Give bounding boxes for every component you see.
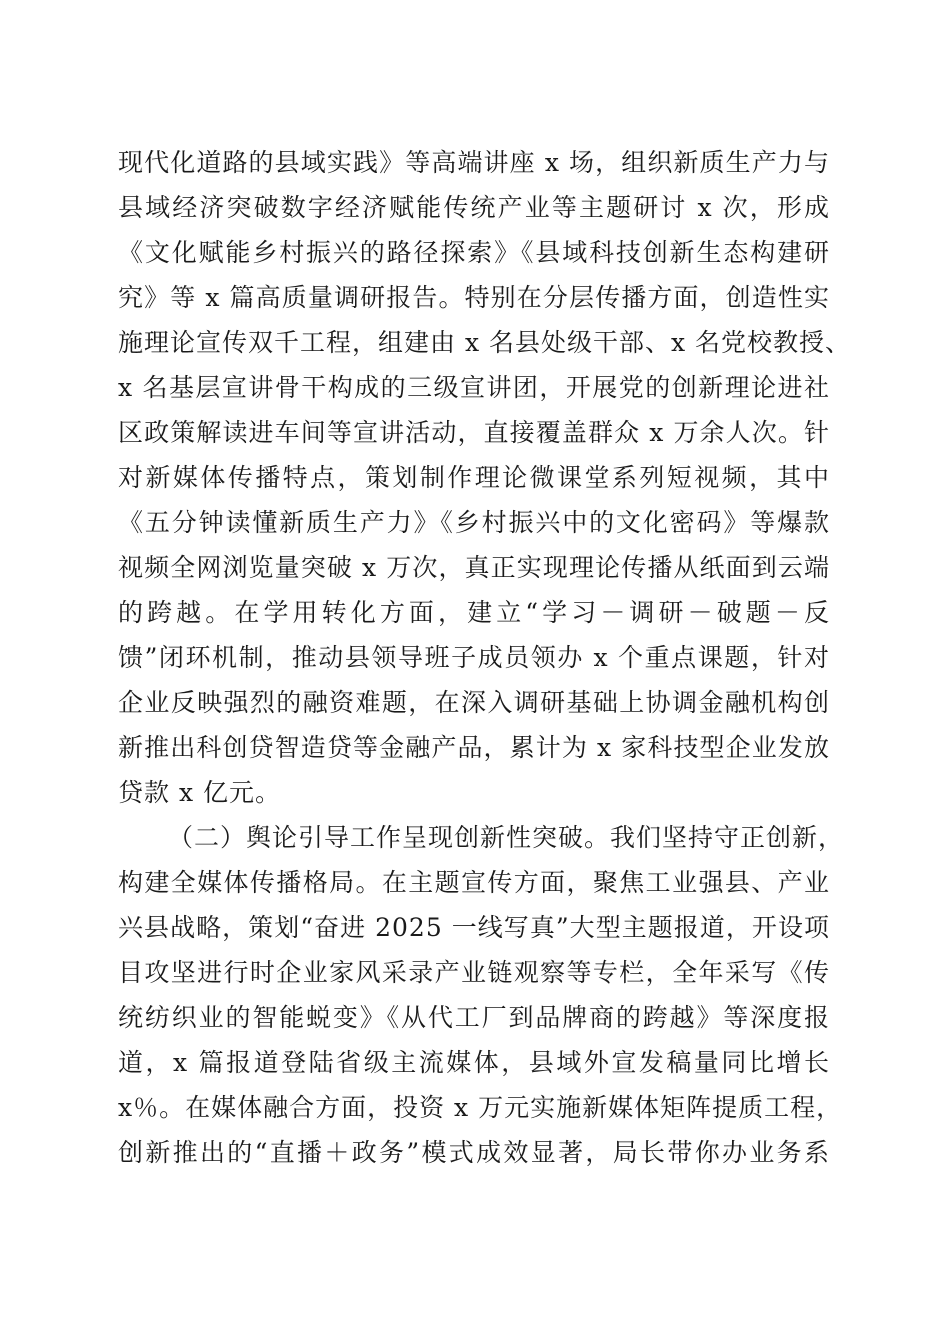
text-line: 对新媒体传播特点，策划制作理论微课堂系列短视频，其中 [118,463,830,492]
text-line: 企业反映强烈的融资难题，在深入调研基础上协调金融机构创 [118,688,830,717]
text-line: 馈”闭环机制，推动县领导班子成员领办 x 个重点课题，针对 [118,643,830,672]
text-line: 视频全网浏览量突破 x 万次，真正实现理论传播从纸面到云端 [118,553,830,582]
text-line: 《文化赋能乡村振兴的路径探索》《县域科技创新生态构建研 [118,238,830,267]
text-line: 现代化道路的县域实践》等高端讲座 x 场，组织新质生产力与 [118,148,830,177]
section-heading-line: （二）舆论引导工作呈现创新性突破。我们坚持守正创新， [168,823,845,852]
text-line: 究》等 x 篇高质量调研报告。特别在分层传播方面，创造性实 [118,283,830,312]
text-line: 目攻坚进行时企业家风采录产业链观察等专栏，全年采写《传 [118,958,830,987]
text-line: 的跨越。在学用转化方面，建立“学习－调研－破题－反 [118,598,830,627]
text-line: 统纺织业的智能蜕变》《从代工厂到品牌商的跨越》等深度报 [118,1003,830,1032]
text-line: 县域经济突破数字经济赋能传统产业等主题研讨 x 次，形成 [118,193,830,222]
text-line: 区政策解读进车间等宣讲活动，直接覆盖群众 x 万余人次。针 [118,418,830,447]
text-line: 新推出科创贷智造贷等金融产品，累计为 x 家科技型企业发放 [118,733,830,762]
text-line: 《五分钟读懂新质生产力》《乡村振兴中的文化密码》等爆款 [118,508,830,537]
text-line: 贷款 x 亿元。 [118,778,281,807]
text-line: 构建全媒体传播格局。在主题宣传方面，聚焦工业强县、产业 [118,868,830,897]
text-line: 兴县战略，策划“奋进 2025 一线写真”大型主题报道，开设项 [118,913,830,942]
text-line: 道，x 篇报道登陆省级主流媒体，县域外宣发稿量同比增长 [118,1048,830,1077]
text-line: x％。在媒体融合方面，投资 x 万元实施新媒体矩阵提质工程， [118,1093,843,1122]
text-line: 创新推出的“直播＋政务”模式成效显著，局长带你办业务系 [118,1138,830,1167]
text-line: x 名基层宣讲骨干构成的三级宣讲团，开展党的创新理论进社 [118,373,830,402]
text-line: 施理论宣传双千工程，组建由 x 名县处级干部、x 名党校教授、 [118,328,852,357]
